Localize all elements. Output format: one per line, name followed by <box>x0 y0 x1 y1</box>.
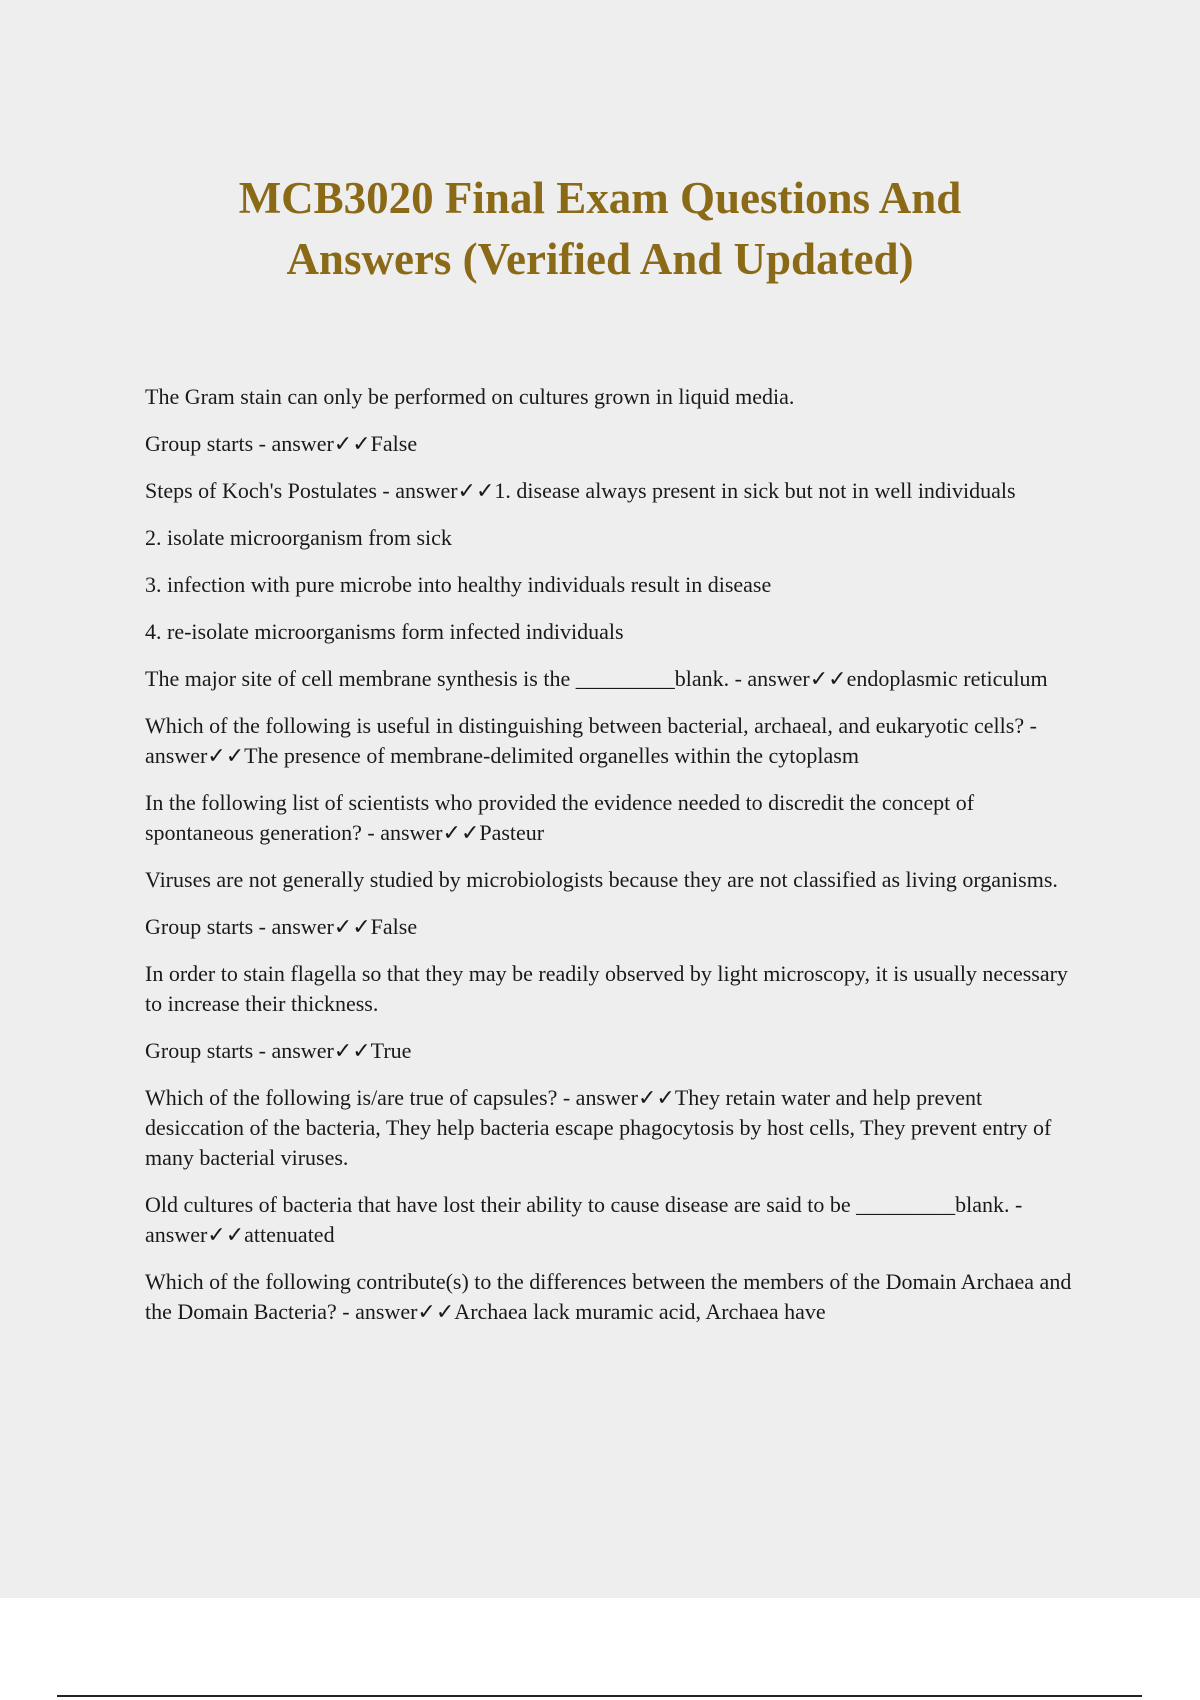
bottom-divider <box>57 1695 1142 1697</box>
paragraph: In the following list of scientists who provided the evidence needed to discredit the concept of spontaneous generation? - answer✓✓Pasteur <box>145 790 975 845</box>
paragraph: Group starts - answer✓✓True <box>145 1038 412 1063</box>
paragraph: Which of the following is useful in distinguishing between bacterial, archaeal, and eukaryotic cells? - answer✓✓The presence of membrane-delimited organelles within the cytoplasm <box>145 713 1037 768</box>
paragraph: Which of the following is/are true of capsules? - answer✓✓They retain water and help prevent desiccation of the bacteria, They help bacteria escape phagocytosis by host cells, They prevent entry of many bacterial viruses. <box>145 1085 1052 1170</box>
paragraph: Which of the following contribute(s) to the differences between the members of the Domain Archaea and the Domain Bacteria? - answer✓✓Archaea lack muramic acid, Archaea have <box>145 1269 1072 1324</box>
document-title <box>100 168 1100 290</box>
title-line-1: MCB3020 Final Exam Questions And <box>238 173 962 223</box>
paragraph: Group starts - answer✓✓False <box>145 431 418 456</box>
paragraph: The major site of cell membrane synthesis is the _________blank. - answer✓✓endoplasmic reticulum <box>145 666 1048 691</box>
paragraph: 3. infection with pure microbe into healthy individuals result in disease <box>145 572 772 597</box>
paragraph: Viruses are not generally studied by microbiologists because they are not classified as living organisms. <box>145 867 1058 892</box>
document-body <box>145 382 1075 1344</box>
paragraph: Group starts - answer✓✓False <box>145 914 418 939</box>
paragraph: Steps of Koch's Postulates - answer✓✓1. disease always present in sick but not in well individuals <box>145 478 1016 503</box>
paragraph: 2. isolate microorganism from sick <box>145 525 452 550</box>
title-line-2: Answers (Verified And Updated) <box>286 234 914 284</box>
paragraph: 4. re-isolate microorganisms form infected individuals <box>145 619 624 644</box>
paragraph: The Gram stain can only be performed on cultures grown in liquid media. <box>145 384 795 409</box>
paragraph: In order to stain flagella so that they may be readily observed by light microscopy, it is usually necessary to increase their thickness. <box>145 961 1068 1016</box>
paragraph: Old cultures of bacteria that have lost their ability to cause disease are said to be _________blank. - answer✓✓attenuated <box>145 1192 1023 1247</box>
